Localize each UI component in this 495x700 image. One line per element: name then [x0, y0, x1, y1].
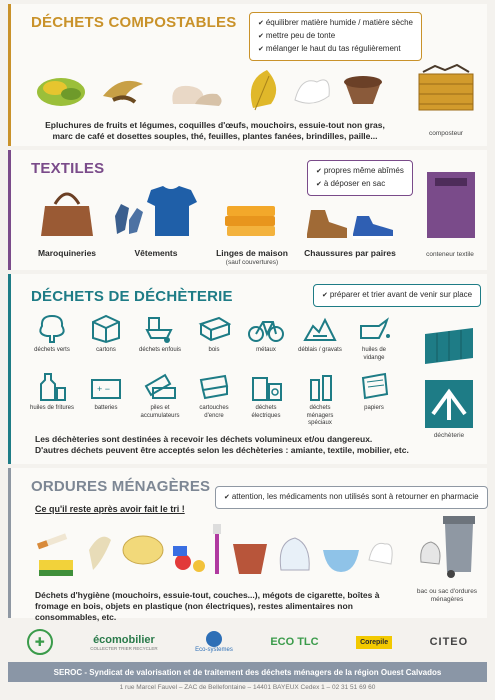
decheterie-note-1: Les déchèteries sont destinées à recevoir les déchets volumineux et/ou dangereux. [35, 434, 373, 444]
textile-label-shoes: Chaussures par paires [304, 248, 396, 258]
composter-icon [415, 64, 477, 114]
category-motor-oil [351, 312, 397, 362]
decheterie-logo-icon [425, 380, 473, 428]
footer-organization: SEROC - Syndicat de valorisation et de traitement des déchets ménagers de la région Ouest Calvados [8, 662, 487, 682]
rubble-icon [303, 312, 337, 344]
cigarette-butts-icon [37, 533, 67, 549]
category-green-waste [29, 312, 75, 355]
corepile-logo: Corepile [356, 636, 392, 649]
bicycle-icon [247, 312, 285, 344]
leaf-icon [251, 70, 276, 110]
category-batteries [83, 370, 129, 413]
category-ink [191, 370, 237, 420]
section-textiles [8, 150, 487, 270]
skip-container-icon [421, 324, 477, 368]
category-frying-oil [29, 370, 75, 413]
section-decheterie [8, 274, 487, 464]
tips-ordures [215, 486, 488, 509]
tips-textiles [307, 160, 413, 196]
citeo-logo: CITEO [429, 636, 469, 648]
category-electrical [243, 370, 289, 420]
tip: ✔ mélanger le haut du tas régulièrement [258, 43, 413, 56]
textile-label-linens: Linges de maison [216, 248, 288, 258]
appliances-icon [249, 370, 283, 402]
flower-pot-icon [233, 544, 267, 574]
handbag-icon [39, 188, 95, 238]
ordures-items-image [33, 520, 393, 582]
tissue-icon [369, 543, 392, 564]
category-label: papiers [364, 405, 384, 411]
category-wood [191, 312, 237, 355]
cartridge-icon [197, 370, 231, 402]
section-ordures [8, 468, 487, 622]
ordures-description: Déchets d'hygiène (mouchoirs, essuie-tout, couches...), mégots de cigarette, boîtes à fromage en bois, objets en plastique (non électriques), restes alimentaires non consommables, etc. [35, 590, 380, 622]
section-compostables [8, 4, 487, 146]
decheterie-note-2: D'autres déchets peuvent être acceptés selon les déchèteries : amiante, textile, mobilier, etc. [35, 445, 409, 455]
clothing-icon [107, 186, 201, 240]
pallet-icon [197, 312, 231, 344]
composter-label: composteur [429, 130, 463, 137]
toothbrush-icon [213, 524, 221, 574]
tip: ✔ préparer et trier avant de venir sur place [322, 289, 472, 302]
oil-can-icon [357, 312, 391, 344]
section-title-ordures: ORDURES MÉNAGÈRES [31, 478, 211, 495]
category-label: huiles de vidange [361, 347, 387, 361]
partner-logos [8, 626, 487, 658]
ecomobilier-logo: écomobilier COLLECTER TRIER RECYCLER [90, 633, 158, 651]
ecotlc-logo: ECO TLC [270, 636, 319, 648]
banana-peel-icon [103, 81, 143, 102]
category-label: cartons [96, 347, 116, 353]
section-title-textiles: TEXTILES [31, 160, 105, 177]
trash-bin-icon [415, 508, 479, 584]
battery-cell-icon [143, 370, 177, 402]
cheese-box-icon [123, 536, 163, 564]
category-label: cartouches d'encre [199, 405, 229, 419]
tip: ✔ attention, les médicaments non utilisés sont à retourner en pharmacie [224, 491, 479, 504]
wheelbarrow-icon [143, 312, 177, 344]
category-metals [243, 312, 289, 355]
category-label: huiles de fritures [29, 405, 75, 411]
box-icon [89, 312, 123, 344]
category-label: déchets ménagers spéciaux [306, 405, 334, 426]
tree-icon [35, 312, 69, 344]
sponge-icon [39, 560, 73, 576]
compost-items-image [33, 64, 403, 112]
compost-description: Epluchures de fruits et légumes, coquilles d'œufs, mouchoirs, essuie-tout non gras, marc de café et dosettes souples, thé, feuilles, plantes fanées, brindilles, paille... [45, 120, 385, 141]
tip: ✔ propres même abîmés [316, 165, 404, 178]
ordures-subtitle: Ce qu'il reste après avoir fait le tri ! [35, 504, 185, 514]
chicken-bone-icon [89, 537, 111, 570]
plastic-bag-icon [280, 538, 309, 570]
decheterie-label: déchèterie [433, 432, 465, 439]
category-label: déchets verts [34, 347, 70, 353]
face-mask-icon [323, 550, 359, 572]
tips-decheterie [313, 284, 481, 307]
svg-text:+ −: + − [97, 384, 111, 394]
category-paper [351, 370, 397, 413]
textile-note-linens: (sauf couvertures) [225, 259, 279, 266]
textile-container-label: conteneur textile [426, 251, 474, 258]
plastic-toy-icon [173, 546, 205, 572]
seroc-logo: ✚ [27, 629, 53, 655]
towels-icon [223, 202, 279, 240]
car-battery-icon [89, 370, 123, 402]
category-label: déchets électriques [251, 405, 281, 419]
category-label: bois [208, 347, 220, 353]
shoes-icon [303, 204, 397, 242]
category-label: déchets enfouis [138, 347, 182, 353]
coffee-filter-icon [344, 76, 382, 104]
category-cells [137, 370, 183, 420]
tip: ✔ à déposer en sac [316, 178, 404, 191]
tip: ✔ équilibrer matière humide / matière sèche [258, 17, 413, 30]
bottle-icon [35, 370, 69, 402]
eggshell-icon [172, 86, 221, 106]
category-hazardous [297, 370, 343, 428]
category-rubble [297, 312, 343, 355]
spray-can-icon [303, 370, 337, 402]
newspaper-icon [357, 370, 391, 402]
vegetable-peels-icon [37, 78, 85, 106]
ecosystemes-logo: Eco-systemes [195, 631, 233, 653]
category-label: piles et accumulateurs [140, 405, 180, 419]
footer-address: 1 rue Marcel Fauvel – ZAC de Bellefontaine – 14401 BAYEUX Cedex 1 – 02 31 51 69 60 [119, 684, 376, 691]
category-label: batteries [94, 405, 118, 411]
tissue-icon [295, 80, 329, 103]
category-label: métaux [256, 347, 276, 353]
textile-label-leather: Maroquineries [37, 248, 97, 258]
tips-compostables [249, 12, 422, 61]
category-landfill [137, 312, 183, 355]
trash-bin-label: bac ou sac d'ordures ménagères [416, 588, 478, 603]
textile-container-icon [423, 168, 479, 240]
textile-label-clothes: Vêtements [134, 248, 178, 258]
category-label: déblais / gravats [298, 347, 342, 353]
tip: ✔ mettre peu de tonte [258, 30, 413, 43]
section-title-decheterie: DÉCHETS DE DÉCHÈTERIE [31, 288, 233, 305]
section-title-compostables: DÉCHETS COMPOSTABLES [31, 14, 237, 31]
category-cardboard [83, 312, 129, 355]
